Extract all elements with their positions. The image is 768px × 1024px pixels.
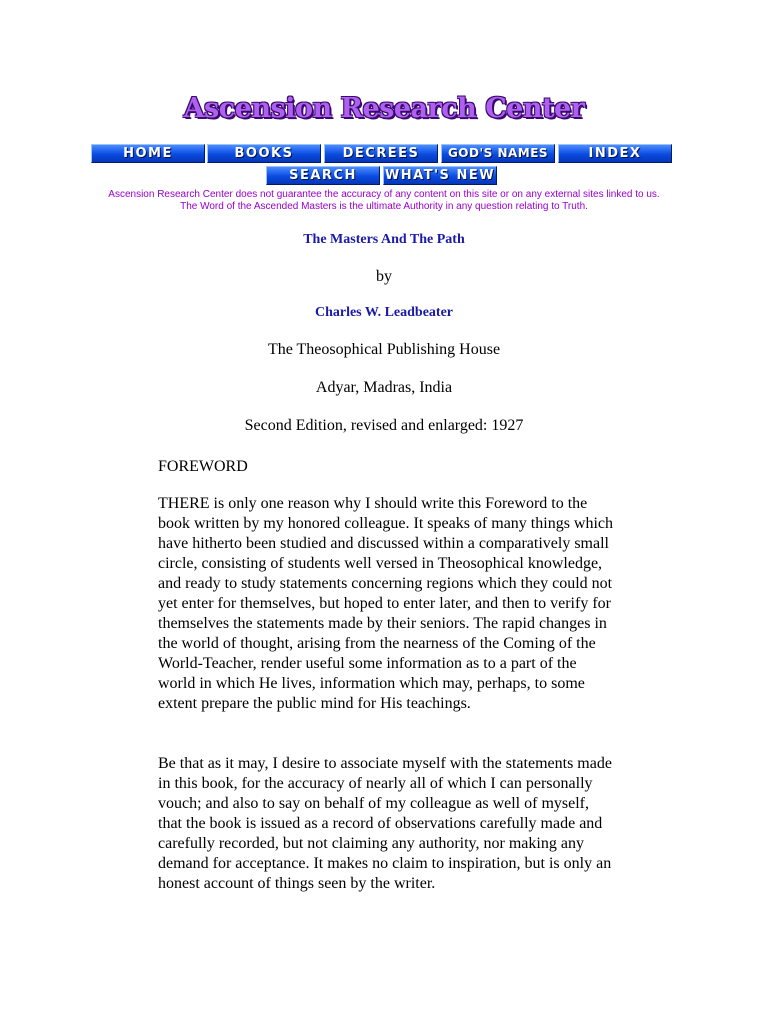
foreword-paragraph-1: THERE is only one reason why I should write this Foreword to the book written by my honored colleague. It speaks of many things which have hitherto been studied and discussed within a comparatively small circle, consisting of students well versed in Theosophical knowledge, and ready to study statements concerning regions which they could not yet enter for themselves, but hoped to enter later, and then to verify for themselves the statements made by their seniors. The rapid changes in the world of thought, arising from the nearness of the Coming of the World-Teacher, render useful some information as to a part of the world in which He lives, information which may, perhaps, to some extent prepare the public mind for His teachings. [158, 495, 614, 712]
nav-row-primary [0, 144, 768, 163]
nav-home-button[interactable]: HOME [91, 144, 205, 163]
book-edition: Second Edition, revised and enlarged: 1927 [244, 417, 524, 434]
by-line: by [376, 268, 392, 285]
disclaimer-line-1: Ascension Research Center does not guarantee the accuracy of any content on this site or on any external sites linked to us. [108, 189, 660, 200]
book-author: Charles W. Leadbeater [314, 305, 454, 320]
book-publisher: The Theosophical Publishing House [267, 341, 501, 358]
foreword-paragraph-2: Be that as it may, I desire to associate myself with the statements made in this book, for the accuracy of nearly all of which I can personally vouch; and also to say on behalf of my colleague as well of myself, that the book is issued as a record of observations carefully made and carefully recorded, but not claiming any authority, nor making any demand for acceptance. It makes no claim to inspiration, but is only an honest account of things seen by the writer. [158, 755, 612, 892]
nav-index-button[interactable]: INDEX [558, 144, 672, 163]
book-title: The Masters And The Path [303, 232, 465, 247]
nav-decrees-button[interactable]: DECREES [324, 144, 438, 163]
disclaimer-line-2: The Word of the Ascended Masters is the ultimate Authority in any question relating to Truth. [180, 201, 588, 212]
nav-search-button[interactable]: SEARCH [266, 166, 380, 185]
foreword-heading: FOREWORD [158, 458, 248, 475]
site-logo[interactable] [0, 88, 768, 130]
nav-whats-new-button[interactable]: WHAT'S NEW [384, 168, 496, 183]
book-location: Adyar, Madras, India [315, 379, 453, 396]
nav-gods-names-button[interactable]: GOD'S NAMES [441, 144, 555, 163]
nav-row-secondary [0, 166, 768, 185]
site-logo-text: Ascension Research Center [183, 93, 585, 124]
nav-books-button[interactable]: BOOKS [207, 144, 321, 163]
disclaimer [0, 189, 768, 213]
